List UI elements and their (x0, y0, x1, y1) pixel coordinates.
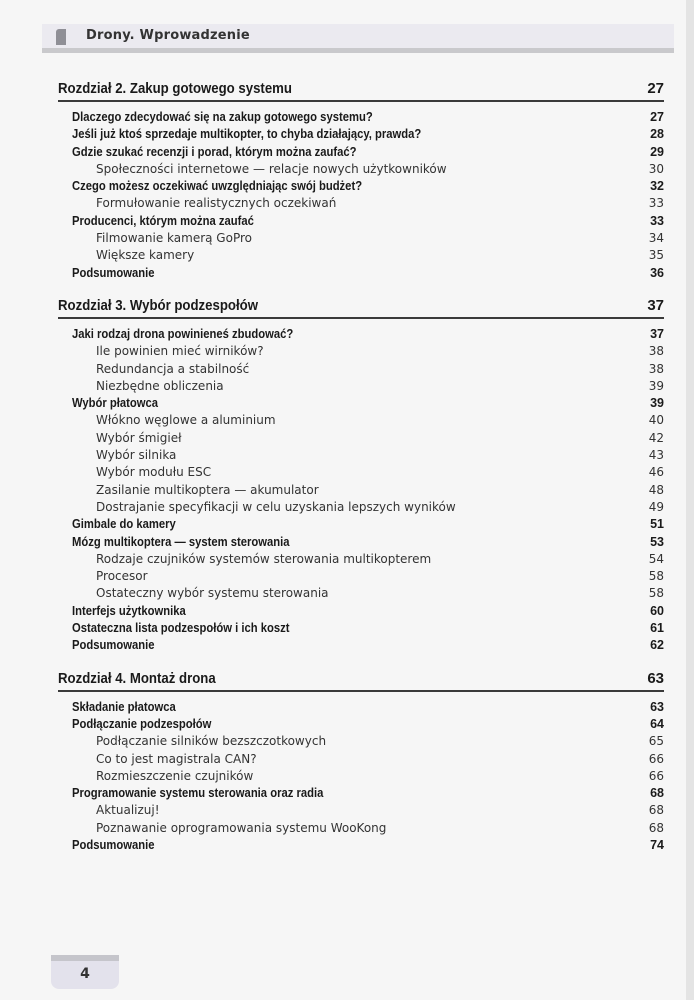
entry-page: 58 (648, 586, 664, 601)
chapter-heading[interactable] (58, 78, 664, 102)
toc-subsection-entry[interactable] (58, 483, 664, 500)
book-title: Drony. Wprowadzenie (86, 28, 250, 43)
entry-title: Rozmieszczenie czujników (96, 768, 254, 783)
entry-title: Wybór silnika (96, 448, 177, 463)
page-edge (686, 0, 694, 1000)
chapter-section (58, 668, 664, 868)
entry-page: 29 (650, 144, 664, 159)
toc-subsection-entry[interactable] (58, 162, 664, 179)
chapter-page: 37 (647, 296, 664, 314)
toc-subsection-entry[interactable] (58, 586, 664, 603)
toc-section-entry[interactable] (58, 838, 664, 855)
entry-page: 35 (648, 248, 664, 263)
entry-title: Programowanie systemu sterowania oraz radia (72, 786, 324, 801)
entry-page: 66 (648, 751, 664, 766)
chapter-gap (58, 656, 664, 668)
entry-page: 28 (650, 127, 664, 142)
entry-page: 40 (648, 413, 664, 428)
toc-section-entry[interactable] (58, 786, 664, 803)
chapter-gap (58, 855, 664, 867)
entry-title: Podłączanie podzespołów (72, 716, 212, 731)
entry-title: Rodzaje czujników systemów sterowania multikopterem (96, 551, 432, 566)
entry-page: 42 (648, 430, 664, 445)
toc-subsection-entry[interactable] (58, 752, 664, 769)
entry-page: 63 (650, 699, 664, 714)
entry-page: 68 (648, 820, 664, 835)
header-marker-icon (56, 29, 66, 45)
entry-page: 38 (648, 344, 664, 359)
entry-page: 39 (650, 396, 664, 411)
entry-title: Dlaczego zdecydować się na zakup gotowego systemu? (72, 110, 373, 124)
entry-page: 33 (650, 213, 664, 228)
table-of-contents (58, 78, 664, 867)
entry-title: Jeśli już ktoś sprzedaje multikopter, to chyba działający, prawda? (72, 127, 422, 142)
chapter-gap (58, 283, 664, 295)
toc-section-entry[interactable] (58, 179, 664, 196)
chapter-section (58, 295, 664, 668)
entry-page: 32 (650, 179, 664, 194)
entry-title: Gdzie szukać recenzji i porad, którym można zaufać? (72, 144, 357, 159)
entry-title: Ostateczny wybór systemu sterowania (96, 586, 329, 601)
toc-section-entry[interactable] (58, 145, 664, 162)
toc-subsection-entry[interactable] (58, 734, 664, 751)
running-header (42, 24, 674, 53)
toc-section-entry[interactable] (58, 517, 664, 534)
entry-title: Ostateczna lista podzespołów i ich koszt (72, 621, 290, 636)
toc-subsection-entry[interactable] (58, 569, 664, 586)
entry-title: Podłączanie silników bezszczotkowych (96, 734, 327, 749)
entry-title: Czego możesz oczekiwać uwzględniając swój budżet? (72, 179, 363, 194)
toc-section-entry[interactable] (58, 604, 664, 621)
entry-page: 68 (650, 786, 664, 801)
entry-page: 74 (650, 837, 664, 852)
entry-page: 48 (648, 482, 664, 497)
entry-title: Interfejs użytkownika (72, 603, 186, 618)
entry-page: 68 (648, 803, 664, 818)
entry-page: 54 (648, 551, 664, 566)
entry-title: Dostrajanie specyfikacji w celu uzyskania lepszych wyników (96, 499, 456, 514)
toc-subsection-entry[interactable] (58, 448, 664, 465)
entry-page: 33 (648, 196, 664, 211)
entry-page: 39 (648, 378, 664, 393)
entry-title: Społeczności internetowe — relacje nowych użytkowników (96, 161, 447, 176)
toc-section-entry[interactable] (58, 621, 664, 638)
entry-title: Poznawanie oprogramowania systemu WooKong (96, 820, 387, 835)
toc-subsection-entry[interactable] (58, 379, 664, 396)
chapter-title: Rozdział 2. Zakup gotowego systemu (58, 80, 292, 97)
toc-section-entry[interactable] (58, 535, 664, 552)
toc-section-entry[interactable] (58, 214, 664, 231)
entry-title: Większe kamery (96, 248, 195, 263)
entry-page: 49 (648, 499, 664, 514)
toc-subsection-entry[interactable] (58, 821, 664, 838)
chapter-page: 63 (647, 669, 664, 687)
entry-page: 58 (648, 569, 664, 584)
toc-subsection-entry[interactable] (58, 500, 664, 517)
chapter-title: Rozdział 4. Montaż drona (58, 669, 216, 687)
entry-page: 51 (650, 517, 664, 532)
entry-title: Wybór śmigieł (96, 430, 182, 445)
entry-page: 46 (648, 465, 664, 480)
entry-title: Wybór płatowca (72, 396, 159, 411)
entry-title: Ile powinien mieć wirników? (96, 344, 264, 359)
toc-section-entry[interactable] (58, 638, 664, 655)
entry-page: 27 (650, 110, 664, 124)
entry-title: Podsumowanie (72, 265, 155, 280)
entry-page: 64 (650, 716, 664, 731)
entry-page: 37 (650, 326, 664, 341)
toc-subsection-entry[interactable] (58, 431, 664, 448)
toc-subsection-entry[interactable] (58, 552, 664, 569)
toc-section-entry[interactable] (58, 127, 664, 144)
toc-subsection-entry[interactable] (58, 231, 664, 248)
chapter-heading[interactable] (58, 295, 664, 319)
entry-page: 65 (648, 734, 664, 749)
entry-title: Wybór modułu ESC (96, 465, 212, 480)
entry-page: 66 (648, 768, 664, 783)
chapter-title: Rozdział 3. Wybór podzespołów (58, 296, 258, 314)
entry-page: 38 (648, 361, 664, 376)
entry-title: Zasilanie multikoptera — akumulator (96, 482, 319, 497)
toc-subsection-entry[interactable] (58, 465, 664, 482)
entry-page: 53 (650, 534, 664, 549)
toc-subsection-entry[interactable] (58, 362, 664, 379)
toc-subsection-entry[interactable] (58, 196, 664, 213)
entry-title: Redundancja a stabilność (96, 361, 250, 376)
entry-page: 36 (650, 265, 664, 280)
chapter-section (58, 78, 664, 295)
entry-title: Filmowanie kamerą GoPro (96, 231, 252, 246)
toc-subsection-entry[interactable] (58, 413, 664, 430)
toc-section-entry[interactable] (58, 327, 664, 344)
entry-page: 60 (650, 603, 664, 618)
chapter-heading[interactable] (58, 668, 664, 692)
entry-title: Procesor (96, 569, 148, 584)
entry-title: Producenci, którym można zaufać (72, 213, 254, 228)
entry-title: Gimbale do kamery (72, 517, 176, 532)
toc-section-entry[interactable] (58, 110, 664, 127)
entry-page: 61 (650, 621, 664, 636)
entry-page: 43 (648, 448, 664, 463)
entry-page: 30 (648, 161, 664, 176)
entry-title: Co to jest magistrala CAN? (96, 751, 257, 766)
toc-subsection-entry[interactable] (58, 248, 664, 265)
chapter-page: 27 (647, 80, 664, 97)
entry-page: 62 (650, 638, 664, 653)
page-number: 4 (80, 966, 90, 982)
toc-subsection-entry[interactable] (58, 344, 664, 361)
entry-title: Podsumowanie (72, 638, 155, 653)
entry-title: Mózg multikoptera — system sterowania (72, 534, 290, 549)
entry-title: Formułowanie realistycznych oczekiwań (96, 196, 337, 211)
toc-section-entry[interactable] (58, 396, 664, 413)
entry-title: Składanie płatowca (72, 699, 176, 714)
entry-title: Aktualizuj! (96, 803, 160, 818)
toc-subsection-entry[interactable] (58, 769, 664, 786)
entry-title: Podsumowanie (72, 837, 155, 852)
page-number-tab (51, 955, 119, 989)
toc-subsection-entry[interactable] (58, 803, 664, 820)
entry-title: Jaki rodzaj drona powinieneś zbudować? (72, 326, 294, 341)
entry-page: 34 (648, 231, 664, 246)
toc-section-entry[interactable] (58, 266, 664, 283)
entry-title: Niezbędne obliczenia (96, 378, 224, 393)
entry-title: Włókno węglowe a aluminium (96, 413, 276, 428)
toc-section-entry[interactable] (58, 700, 664, 717)
toc-section-entry[interactable] (58, 717, 664, 734)
